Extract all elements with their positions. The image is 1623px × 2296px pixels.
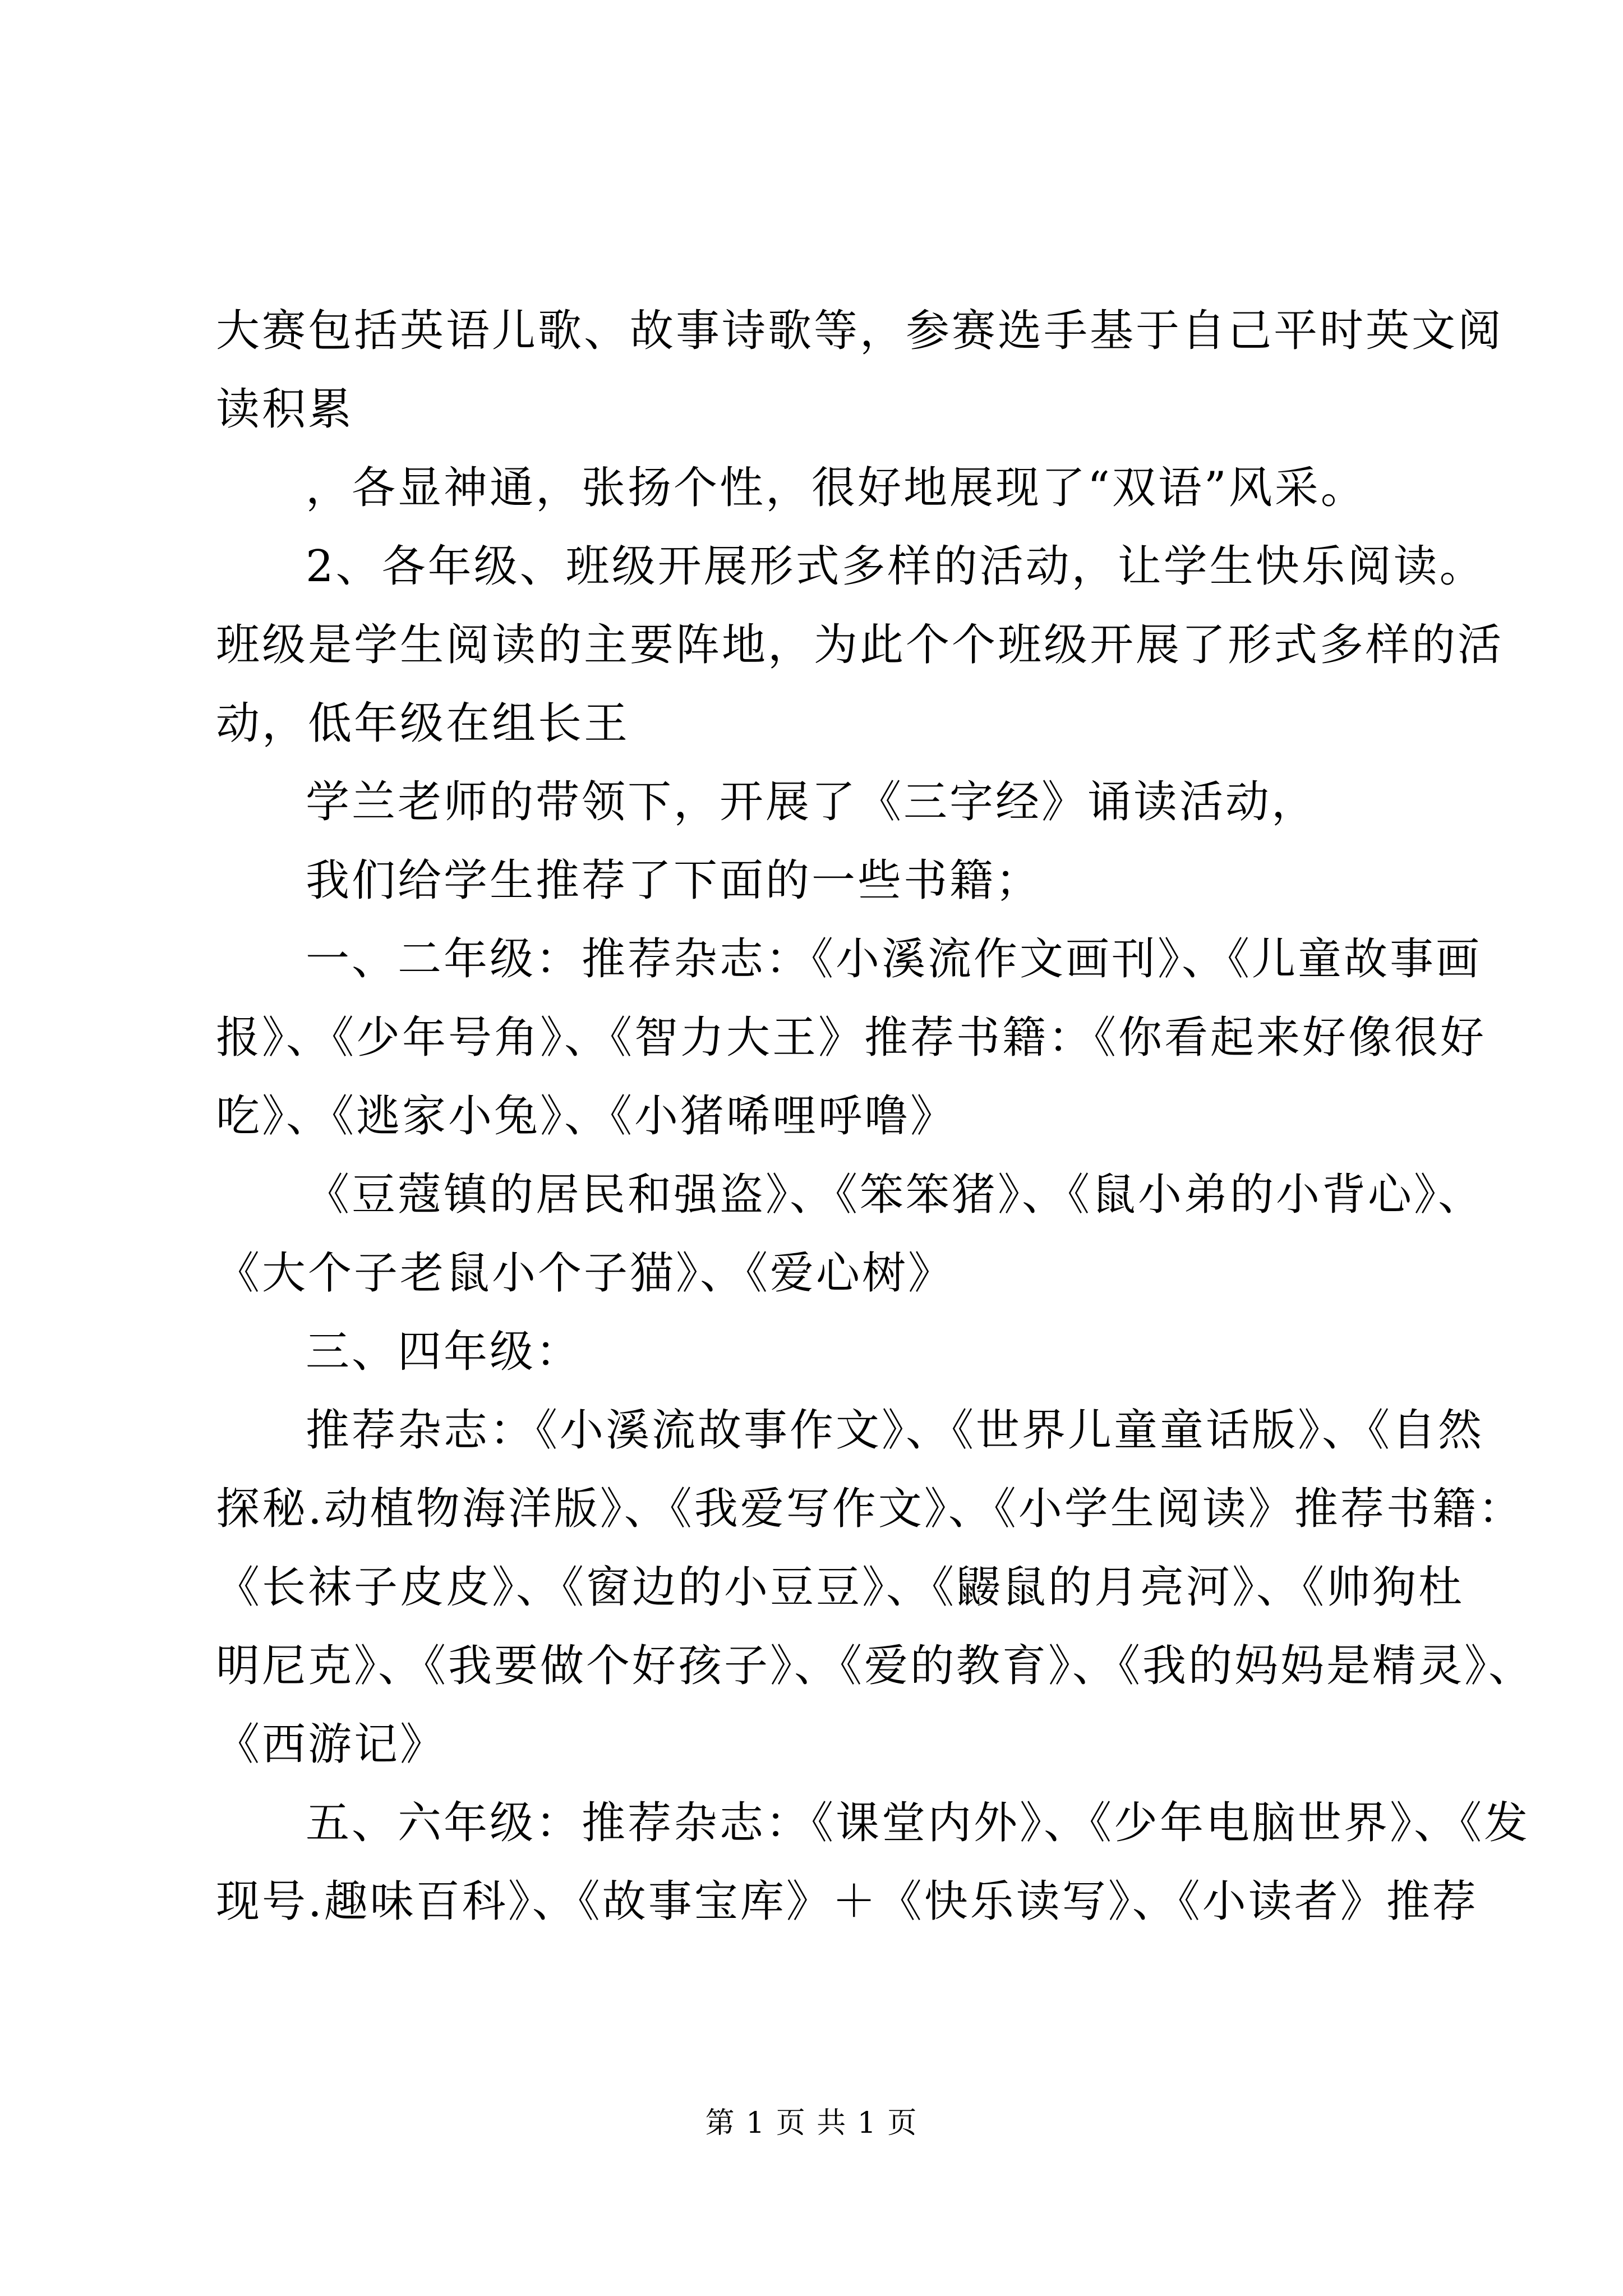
body-line: 三、四年级：	[306, 1327, 582, 1377]
body-line: 推荐杂志：《小溪流故事作文》、《世界儿童童话版》、《自然	[306, 1405, 1484, 1456]
body-line: 现号.趣味百科》、《故事宝库》＋《快乐读写》、《小读者》推荐	[216, 1876, 1478, 1927]
page-number-label: 第 1 页 共 1 页	[705, 2106, 918, 2140]
body-line: 动，低年级在组长王	[216, 698, 630, 749]
body-line: 班级是学生阅读的主要阵地，为此个个班级开展了形式多样的活	[216, 620, 1504, 670]
document-body	[216, 292, 1535, 1941]
page-footer	[0, 2106, 1623, 2140]
body-line: 我们给学生推荐了下面的一些书籍；	[306, 855, 1042, 906]
body-line: 《大个子老鼠小个子猫》、《爱心树》	[216, 1248, 955, 1299]
body-line: 《豆蔻镇的居民和强盗》、《笨笨猪》、《鼠小弟的小背心》、	[306, 1170, 1484, 1220]
body-line: 2、各年级、班级开展形式多样的活动，让学生快乐阅读。	[306, 541, 1486, 592]
body-line: 大赛包括英语儿歌、故事诗歌等，参赛选手基于自己平时英文阅	[216, 306, 1504, 356]
body-line: 明尼克》、《我要做个好孩子》、《爱的教育》、《我的妈妈是精灵》、	[216, 1641, 1535, 1691]
body-line: 报》、《少年号角》、《智力大王》推荐书籍：《你看起来好像很好	[216, 1013, 1487, 1063]
body-line: 学兰老师的带领下，开展了《三字经》诵读活动，	[306, 777, 1318, 827]
body-line: 五、六年级：推荐杂志：《课堂内外》、《少年电脑世界》、《发	[306, 1798, 1530, 1848]
body-line: 吃》、《逃家小兔》、《小猪唏哩呼噜》	[216, 1091, 957, 1142]
body-line: 探秘.动植物海洋版》、《我爱写作文》、《小学生阅读》推荐书籍：	[216, 1484, 1524, 1534]
body-line: 《长袜子皮皮》、《窗边的小豆豆》、《鼹鼠的月亮河》、《帅狗杜	[216, 1562, 1465, 1613]
body-line: 一、二年级：推荐杂志：《小溪流作文画刊》、《儿童故事画	[306, 934, 1482, 984]
body-line: 读积累	[216, 384, 354, 435]
body-line: ，各显神通，张扬个性，很好地展现了“双语”风采。	[306, 463, 1367, 513]
body-line: 《西游记》	[216, 1719, 446, 1770]
